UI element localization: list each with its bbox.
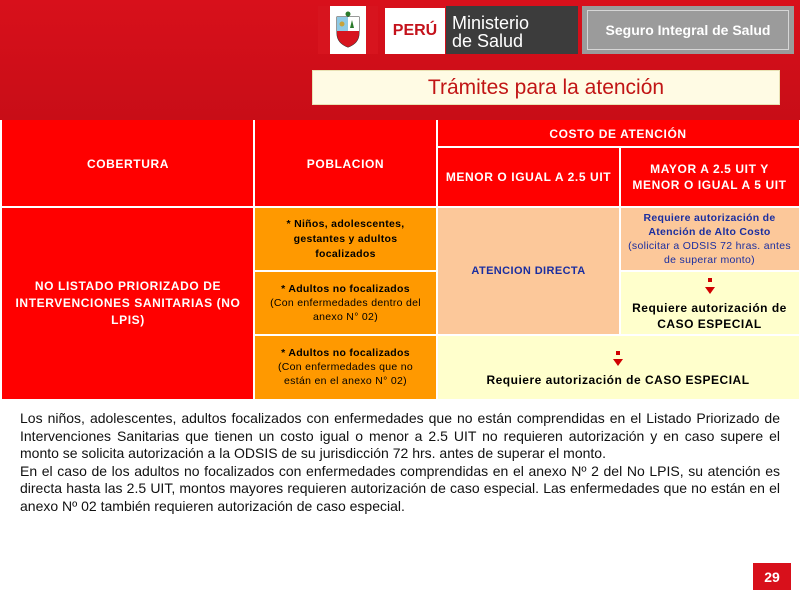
ministry-logo	[446, 6, 578, 54]
alto-costo-note: (solicitar a ODSIS 72 hras. antes de superar monto)	[628, 240, 791, 266]
caso-especial-text: Requiere autorización de CASO ESPECIAL	[632, 301, 787, 331]
poblacion-row-1-title: * Niños, adolescentes, gestantes y adultos focalizados	[286, 217, 405, 260]
country-label: PERÚ	[385, 8, 445, 54]
page-number: 29	[753, 563, 791, 590]
paragraph-1: Los niños, adolescentes, adultos focalizados con enfermedades que no están comprendidas en el Listado Priorizado de Intervenciones Sanitarias que tienen un costo igual o menor a 2.5 UIT no requieren autorización y en caso supere el monto se solicita autorización a la ODSIS de su jurisdicción 72 hrs. antes de superar el monto.	[20, 410, 780, 461]
program-name: Seguro Integral de Salud	[587, 10, 789, 50]
caso-especial-cell	[620, 271, 799, 335]
grid-line	[2, 206, 799, 208]
program-logo	[582, 6, 794, 54]
poblacion-row-2-title: * Adultos no focalizados	[281, 283, 410, 295]
poblacion-row-1	[254, 207, 437, 271]
header-band	[0, 0, 800, 120]
grid-line	[254, 270, 437, 272]
grid-line	[436, 120, 438, 399]
grid-line	[253, 120, 255, 399]
cobertura-no-lpis: NO LISTADO PRIORIZADO DE INTERVENCIONES SANITARIAS (NO LPIS)	[2, 207, 254, 399]
caso-especial-full-text: Requiere autorización de CASO ESPECIAL	[486, 373, 750, 387]
header-costo-atencion: COSTO DE ATENCIÓN	[437, 120, 799, 147]
ministry-line2: de Salud	[452, 31, 524, 51]
flag-stripe-right	[366, 6, 378, 54]
header-cobertura: COBERTURA	[2, 120, 254, 207]
explanation-text	[20, 410, 780, 515]
down-arrow-icon	[613, 351, 623, 369]
flag-stripe-left	[318, 6, 330, 54]
poblacion-row-2-note: (Con enfermedades dentro del anexo N° 02)	[270, 297, 421, 323]
atencion-directa: ATENCION DIRECTA	[437, 207, 620, 335]
grid-line	[619, 147, 621, 335]
header-poblacion: POBLACION	[254, 120, 437, 207]
header-menor-2-5-uit: MENOR O IGUAL A 2.5 UIT	[437, 147, 620, 207]
paragraph-2: En el caso de los adultos no focalizados con enfermedades comprendidas en el anexo Nº 2 del No LPIS, su atención es directa hasta las 2.5 UIT, montos mayores requieren autorización de caso especial. Las enfermedades que no están en el anexo Nº 02 también requieren autorización de caso especial.	[20, 462, 780, 514]
poblacion-row-3-note: (Con enfermedades que no están en el anexo N° 02)	[277, 361, 414, 387]
poblacion-row-2	[254, 271, 437, 335]
crest-logo	[318, 6, 378, 54]
poblacion-row-3-title: * Adultos no focalizados	[281, 347, 410, 359]
down-arrow-icon	[705, 278, 715, 298]
slide-title: Trámites para la atención	[312, 70, 780, 105]
grid-line	[254, 334, 799, 336]
grid-line	[620, 270, 799, 272]
alto-costo-cell	[620, 207, 799, 271]
peru-coat-of-arms-icon	[330, 6, 366, 54]
caso-especial-full-cell	[437, 335, 799, 399]
ministry-line1: Ministerio	[452, 13, 530, 33]
grid-line	[437, 146, 799, 148]
header-mayor-2-5-uit: MAYOR A 2.5 UIT Y MENOR O IGUAL A 5 UIT	[620, 147, 799, 207]
alto-costo-title: Requiere autorización de Atención de Alto Costo	[643, 212, 776, 238]
poblacion-row-3	[254, 335, 437, 399]
